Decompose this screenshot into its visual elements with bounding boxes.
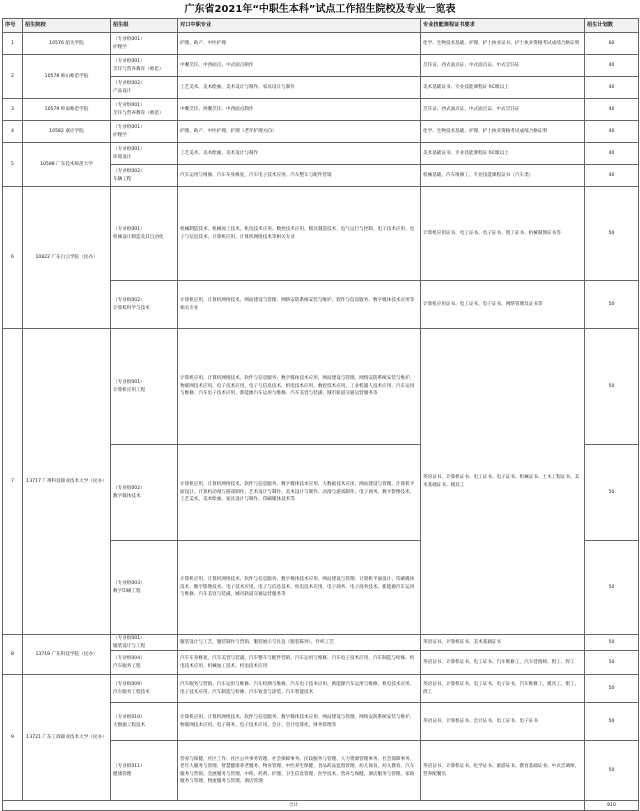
group-cell: [111, 675, 178, 703]
group-code: （专业组001）: [113, 124, 145, 130]
header-seq: 序号: [3, 19, 23, 33]
majors-cell: 汽车运用与维修、汽车车身修复、汽车电子技术应用、汽车整车与配件营销: [178, 165, 421, 187]
group-name: 计算机科学与技术: [113, 305, 150, 311]
plan-cell: 50: [585, 281, 639, 329]
certs-cell: 英语证书、计算机证书、电工证书、电子证书、汽车维修工、模具工、钳工、焊工: [421, 675, 585, 703]
plan-cell: 50: [585, 187, 639, 281]
school-cell: 10578 韩山师范学院: [23, 55, 111, 99]
group-name: 汽车服务工程: [113, 663, 141, 669]
seq-cell: 6: [3, 187, 23, 329]
header-group: 招生组: [111, 19, 178, 33]
majors-cell: 汽车车身修复、汽车美容与装潢、汽车整车与配件营销、汽车运用与维修、汽车电子技术应用、汽车制造与检修、机电技术应用、机械加工技术、机电技术应用: [178, 651, 421, 675]
table-body: [3, 33, 639, 801]
plan-cell: 50: [585, 329, 639, 445]
plan-cell: 60: [585, 33, 639, 55]
plan-cell: 40: [585, 55, 639, 77]
seq-cell: 8: [3, 635, 23, 675]
seq-cell: 9: [3, 675, 23, 801]
certs-cell: 化学、生物技术基础、护理、护士执业资格考试成绩合格证明: [421, 121, 585, 143]
group-cell: [111, 651, 178, 675]
group-code: （专业组002）: [113, 168, 145, 174]
plan-cell: 40: [585, 165, 639, 187]
seq-cell: 7: [3, 329, 23, 635]
group-cell: [111, 445, 178, 541]
certs-cell: 化学、生物技术基础、护理、护士执业证书、护士执业资格考试成绩合格证明: [421, 33, 585, 55]
seq-cell: 5: [3, 143, 23, 187]
header-plan: 招生计划数: [585, 19, 639, 33]
certs-cell: 英语证书、计算机证书、化学证书、旅游证书、教育基础证书、中式烹调师、营养配餐员: [421, 741, 585, 801]
group-code: （专业组002）: [113, 80, 145, 86]
group-cell: [111, 281, 178, 329]
majors-cell: 计算机应用、计算机网络技术、网站建设与管理、网络安防系统安装与维护、软件与信息服务、数字媒体技术应用等相关专业: [178, 281, 421, 329]
group-code: （专业组004）: [113, 656, 145, 662]
majors-cell: 护理、助产、中医护理: [178, 33, 421, 55]
group-name: 护理学: [113, 44, 127, 50]
table-row: [3, 33, 639, 55]
table-row: [3, 329, 639, 445]
group-cell: [111, 635, 178, 651]
school-cell: 10579 岭南师范学院: [23, 99, 111, 121]
group-name: 计算机应用工程: [113, 387, 146, 393]
group-code: （专业组003）: [113, 580, 145, 586]
majors-cell: 计算机应用、计算机网络技术、软件与信息服务、数字媒体技术应用、网站建设与管理、网络安防系统安装与维护、物联网技术应用、电子技术应用、电子与信息技术、机电技术应用、数控技术应用、工业机器人技术应用、汽车运用与维修、汽车电子技术应用、新能源汽车运用与维修、汽车美容与装潢、城市轨道交通运营服务等: [178, 329, 421, 445]
group-code: （专业组010）: [113, 715, 145, 721]
majors-cell: 汽车服务与营销、汽车运用与维修、汽车检测与维修、汽车电子技术应用、新能源汽车运用与维修、机电技术应用、电子技术应用、汽车制造与检修、汽车钣金与涂装、汽车智能技术: [178, 675, 421, 703]
certs-cell: 英语证书、计算机证书、电工证书、汽车维修工、汽车营销师、钳工、焊工: [421, 651, 585, 675]
certs-cell: 英语证书、计算机证书、美术基础证书: [421, 635, 585, 651]
table-row: [3, 635, 639, 651]
table-row: [3, 187, 639, 281]
certs-cell: 美术基础证书、专业技能课程证书C级以上: [421, 77, 585, 99]
group-name: 环境设计: [113, 154, 132, 160]
group-code: （专业组009）: [113, 682, 145, 688]
majors-cell: 服装设计与工艺、服装制作与营销、服装展示与礼仪（服装陈列）、针织工艺: [178, 635, 421, 651]
group-code: （专业组001）: [113, 379, 145, 385]
table-row: [3, 121, 639, 143]
school-cell: 10582 嘉应学院: [23, 121, 111, 143]
seq-cell: 2: [3, 55, 23, 99]
seq-cell: 4: [3, 121, 23, 143]
seq-cell: 3: [3, 99, 23, 121]
group-code: （专业组001）: [113, 636, 145, 641]
group-code: （专业组001）: [113, 226, 145, 232]
plan-cell: 50: [585, 741, 639, 801]
group-cell: [111, 99, 178, 121]
group-name: 服装设计与工程: [113, 643, 146, 649]
total-row: [3, 801, 639, 811]
majors-cell: 工艺美术、美术绘画、美术设计与制作、家具设计与制作: [178, 77, 421, 99]
group-code: （专业组011）: [113, 764, 145, 770]
group-cell: [111, 741, 178, 801]
certs-cell: 烹饪证、西式面点证、中式面点证、中式烹饪证: [421, 99, 585, 121]
school-cell: 10822 广东白云学院（民办）: [23, 187, 111, 329]
majors-cell: 营养与保健、社区工作、社区公共事务管理、社会保障事务、民政服务与管理、人力资源管理事务、社会保障事务、老年人服务与管理、智慧健康养老服务、物业管理、中医养生保健、食品药品监督管理、幼儿保育、幼儿教育、汽车服务与营销、会展服务与管理、中药、药剂、护理、卫生信息管理、医学技术、营养与保健、酒店服务与管理、家政服务与管理、物流服务与管理、酒店管理: [178, 741, 421, 801]
plan-cell: 40: [585, 99, 639, 121]
group-name: 大数据工程技术: [113, 722, 146, 728]
school-cell: 13719 广东科技学院（民办）: [23, 635, 111, 675]
plan-cell: 40: [585, 143, 639, 165]
header-certs: 专业技能课程证书要求: [421, 19, 585, 33]
group-name: 产品设计: [113, 88, 132, 94]
group-cell: [111, 33, 178, 55]
group-name: 汽车服务工程技术: [113, 689, 150, 695]
plan-cell: 50: [585, 703, 639, 741]
group-name: 护理学: [113, 132, 127, 138]
majors-cell: 中餐烹饪、中西面点、中式面点制作: [178, 55, 421, 77]
group-name: 健康管理: [113, 771, 132, 777]
certs-cell: 机械基础、汽车维修工、专业技能课程证书（汽车类）: [421, 165, 585, 187]
total-value: 810: [585, 801, 639, 811]
document-title: 广东省2021年“中职生本科”试点工作招生院校及专业一览表: [184, 4, 456, 15]
group-code: （专业组002）: [113, 485, 145, 491]
certs-cell: 烹饪证、西式面点证、中式面点证、中式烹饪证: [421, 55, 585, 77]
majors-cell: 工艺美术、美术绘画、美术设计与制作: [178, 143, 421, 165]
table-row: [3, 55, 639, 77]
header-row: [3, 19, 639, 33]
majors-cell: 中餐烹饪、西餐烹饪、中西面点制作: [178, 99, 421, 121]
table-row: [3, 99, 639, 121]
plan-cell: 50: [585, 635, 639, 651]
group-name: 数字印刷工程: [113, 588, 141, 594]
plan-cell: 50: [585, 445, 639, 541]
plan-cell: 50: [585, 651, 639, 675]
table-row: [3, 143, 639, 165]
total-label: 合计: [3, 801, 585, 811]
header-majors: 对口中职专业: [178, 19, 421, 33]
school-cell: 10588 广东技术师范大学: [23, 143, 111, 187]
group-cell: [111, 187, 178, 281]
plan-cell: 50: [585, 541, 639, 635]
school-cell: 10576 韶关学院: [23, 33, 111, 55]
admission-table: [2, 18, 639, 811]
certs-cell: 计算机应用证书、电工证书、电子证书、网络管理员证书等: [421, 281, 585, 329]
majors-cell: 计算机应用、计算机网络技术、软件与信息服务、数字媒体技术应用、网站建设与管理、计算机平面设计、印刷媒体技术、数字影像技术、电子技术应用、电子与信息技术、机电技术应用、电子商务、电子商务技术、新能源汽车运用与维修、汽车美容与装潢、城市轨道交通运营服务等: [178, 541, 421, 635]
group-code: （专业组001）: [113, 146, 145, 152]
school-cell: 13717 广州科技职业技术大学（民办）: [23, 329, 111, 635]
group-name: 数字媒体技术: [113, 493, 141, 499]
group-cell: [111, 703, 178, 741]
table-row: [3, 675, 639, 703]
certs-cell: 英语证书、计算机证书、会计证书、电工证书、电子证书: [421, 703, 585, 741]
group-name: 烹饪与营养教育（师范）: [113, 66, 164, 72]
group-cell: [111, 541, 178, 635]
header-school: 招生院校: [23, 19, 111, 33]
majors-cell: 机械制造技术、机械加工技术、机电技术应用、数控技术应用、模具制造技术、电气运行与控制、电子技术应用、电子与信息技术、计算机应用、计算机网络技术等相关专业: [178, 187, 421, 281]
group-cell: [111, 165, 178, 187]
group-cell: [111, 329, 178, 445]
group-code: （专业组001）: [113, 36, 145, 42]
group-name: 车辆工程: [113, 176, 132, 182]
certs-cell: 美术基础证书、专业技能课程证书C级以上: [421, 143, 585, 165]
group-cell: [111, 55, 178, 77]
majors-cell: 计算机应用、计算机网络技术、软件与信息服务、数字媒体技术应用、网站建设与管理、网络安防系统安装与维护、物联网技术应用、电子商务、电子技术应用、会计、会计电算化、财务管理等: [178, 703, 421, 741]
seq-cell: 1: [3, 33, 23, 55]
certs-cell: 英语证书、计算机证书、电工证书、电子证书、机械证书、土木工程证书、美术基础证书、模具工: [421, 329, 585, 635]
group-cell: [111, 77, 178, 99]
plan-cell: 40: [585, 77, 639, 99]
group-cell: [111, 143, 178, 165]
majors-cell: 护理、助产、中医护理、护理（老年护理方向）: [178, 121, 421, 143]
school-cell: 13721 广东工商职业技术大学（民办）: [23, 675, 111, 801]
group-name: 机械设计制造及其自动化: [113, 234, 164, 240]
plan-cell: 40: [585, 121, 639, 143]
group-code: （专业组001）: [113, 58, 145, 64]
group-cell: [111, 121, 178, 143]
majors-cell: 计算机应用、计算机网络技术、软件与信息服务、数字媒体技术应用、大数据技术应用、网站建设与管理、计算机平面设计、计算机动漫与游戏制作、艺术设计与制作、美术设计与制作、动漫与游戏制作、电子商务、数字影像技术、工艺美术、美术绘画、家具设计与制作、印刷媒体技术等: [178, 445, 421, 541]
group-code: （专业组001）: [113, 102, 145, 108]
group-name: 烹饪与营养教育（师范）: [113, 110, 164, 116]
plan-cell: 50: [585, 675, 639, 703]
certs-cell: 计算机应用证书、电工证书、电子证书、钳工证书、机械制图证书等: [421, 187, 585, 281]
group-code: （专业组002）: [113, 297, 145, 303]
